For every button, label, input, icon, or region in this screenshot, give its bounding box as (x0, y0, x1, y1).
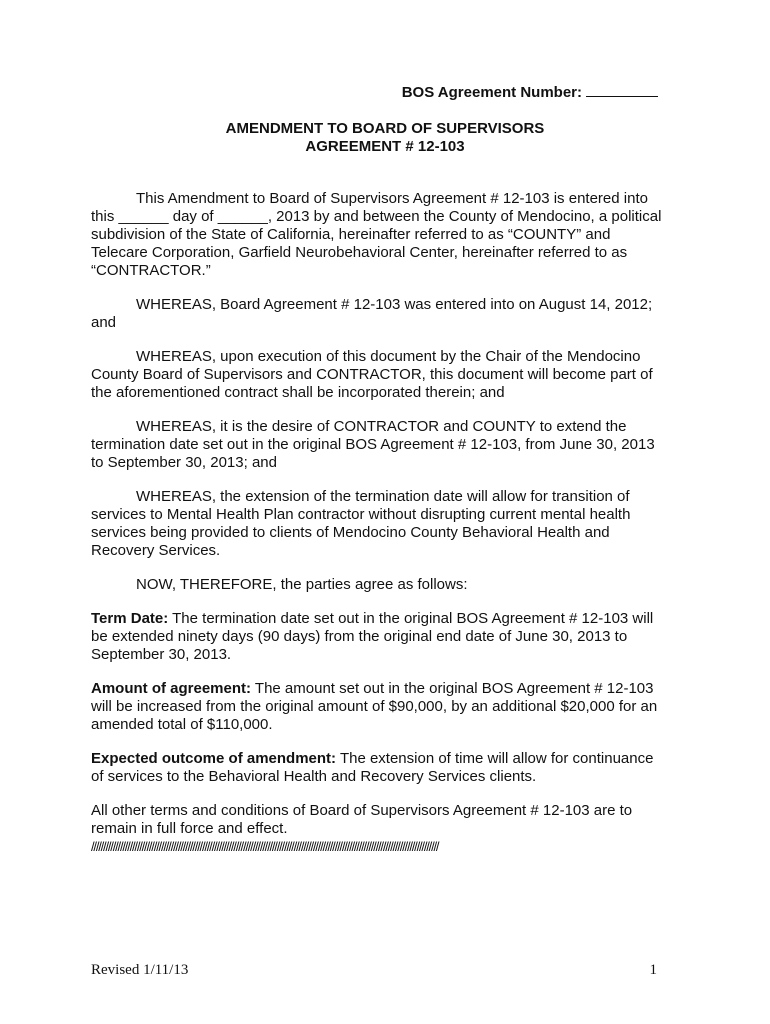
amount-label: Amount of agreement: (91, 680, 252, 697)
agreement-number-label: BOS Agreement Number: (401, 84, 582, 101)
agreement-number-blank (586, 84, 658, 97)
title-line-2: AGREEMENT # 12-103 (305, 138, 465, 155)
term-date-label: Term Date: (91, 610, 169, 627)
agreement-number-field (402, 84, 658, 101)
amount-paragraph (91, 680, 665, 734)
term-date-paragraph (91, 610, 665, 664)
whereas-paragraph-3: WHEREAS, it is the desire of CONTRACTOR and COUNTY to extend the termination date set out in the original BOS Agreement # 12-103, from June 30, 2013 to September 30, 2013; and (91, 418, 655, 471)
outcome-text: The extension of time will allow for continuance of services to the Behavioral Health and Recovery Services clients. (91, 750, 654, 785)
now-therefore-paragraph: NOW, THEREFORE, the parties agree as follows: (136, 576, 468, 593)
whereas-paragraph-1: WHEREAS, Board Agreement # 12-103 was entered into on August 14, 2012; and (91, 296, 653, 331)
page-number: 1 (649, 962, 657, 978)
outcome-paragraph (91, 750, 665, 786)
document-body (91, 190, 665, 856)
whereas-paragraph-2: WHEREAS, upon execution of this document by the Chair of the Mendocino County Board of Supervisors and CONTRACTOR, this document will become part of the aforementioned contract shall be incorporated therein; and (91, 348, 653, 401)
slash-divider: //////////////////////////////////////////////////////////////////////////////////////////////////////////////////////////////////////////////// (91, 839, 439, 854)
intro-paragraph: This Amendment to Board of Supervisors Agreement # 12-103 is entered into this ______ day of ______, 2013 by and between the County of Mendocino, a political subdivision of the State of California, hereinafter referred to as “COUNTY” and Telecare Corporation, Garfield Neurobehavioral Center, hereinafter referred to as “CONTRACTOR.” (91, 190, 662, 279)
outcome-label: Expected outcome of amendment: (91, 750, 337, 767)
title-line-1: AMENDMENT TO BOARD OF SUPERVISORS (225, 120, 545, 137)
term-date-text: The termination date set out in the original BOS Agreement # 12-103 will be extended ninety days (90 days) from the original end date of June 30, 2013 to September 30, 2013. (91, 610, 654, 663)
whereas-paragraph-4: WHEREAS, the extension of the termination date will allow for transition of services to Mental Health Plan contractor without disrupting current mental health services being provided to clients of Mendocino County Behavioral Health and Recovery Services. (91, 488, 631, 559)
document-title (0, 120, 770, 156)
amount-text: The amount set out in the original BOS Agreement # 12-103 will be increased from the original amount of $90,000, by an additional $20,000 for an amended total of $110,000. (91, 680, 658, 733)
other-terms-paragraph: All other terms and conditions of Board of Supervisors Agreement # 12-103 are to remain in full force and effect. (91, 802, 633, 837)
revised-date: Revised 1/11/13 (91, 962, 189, 978)
